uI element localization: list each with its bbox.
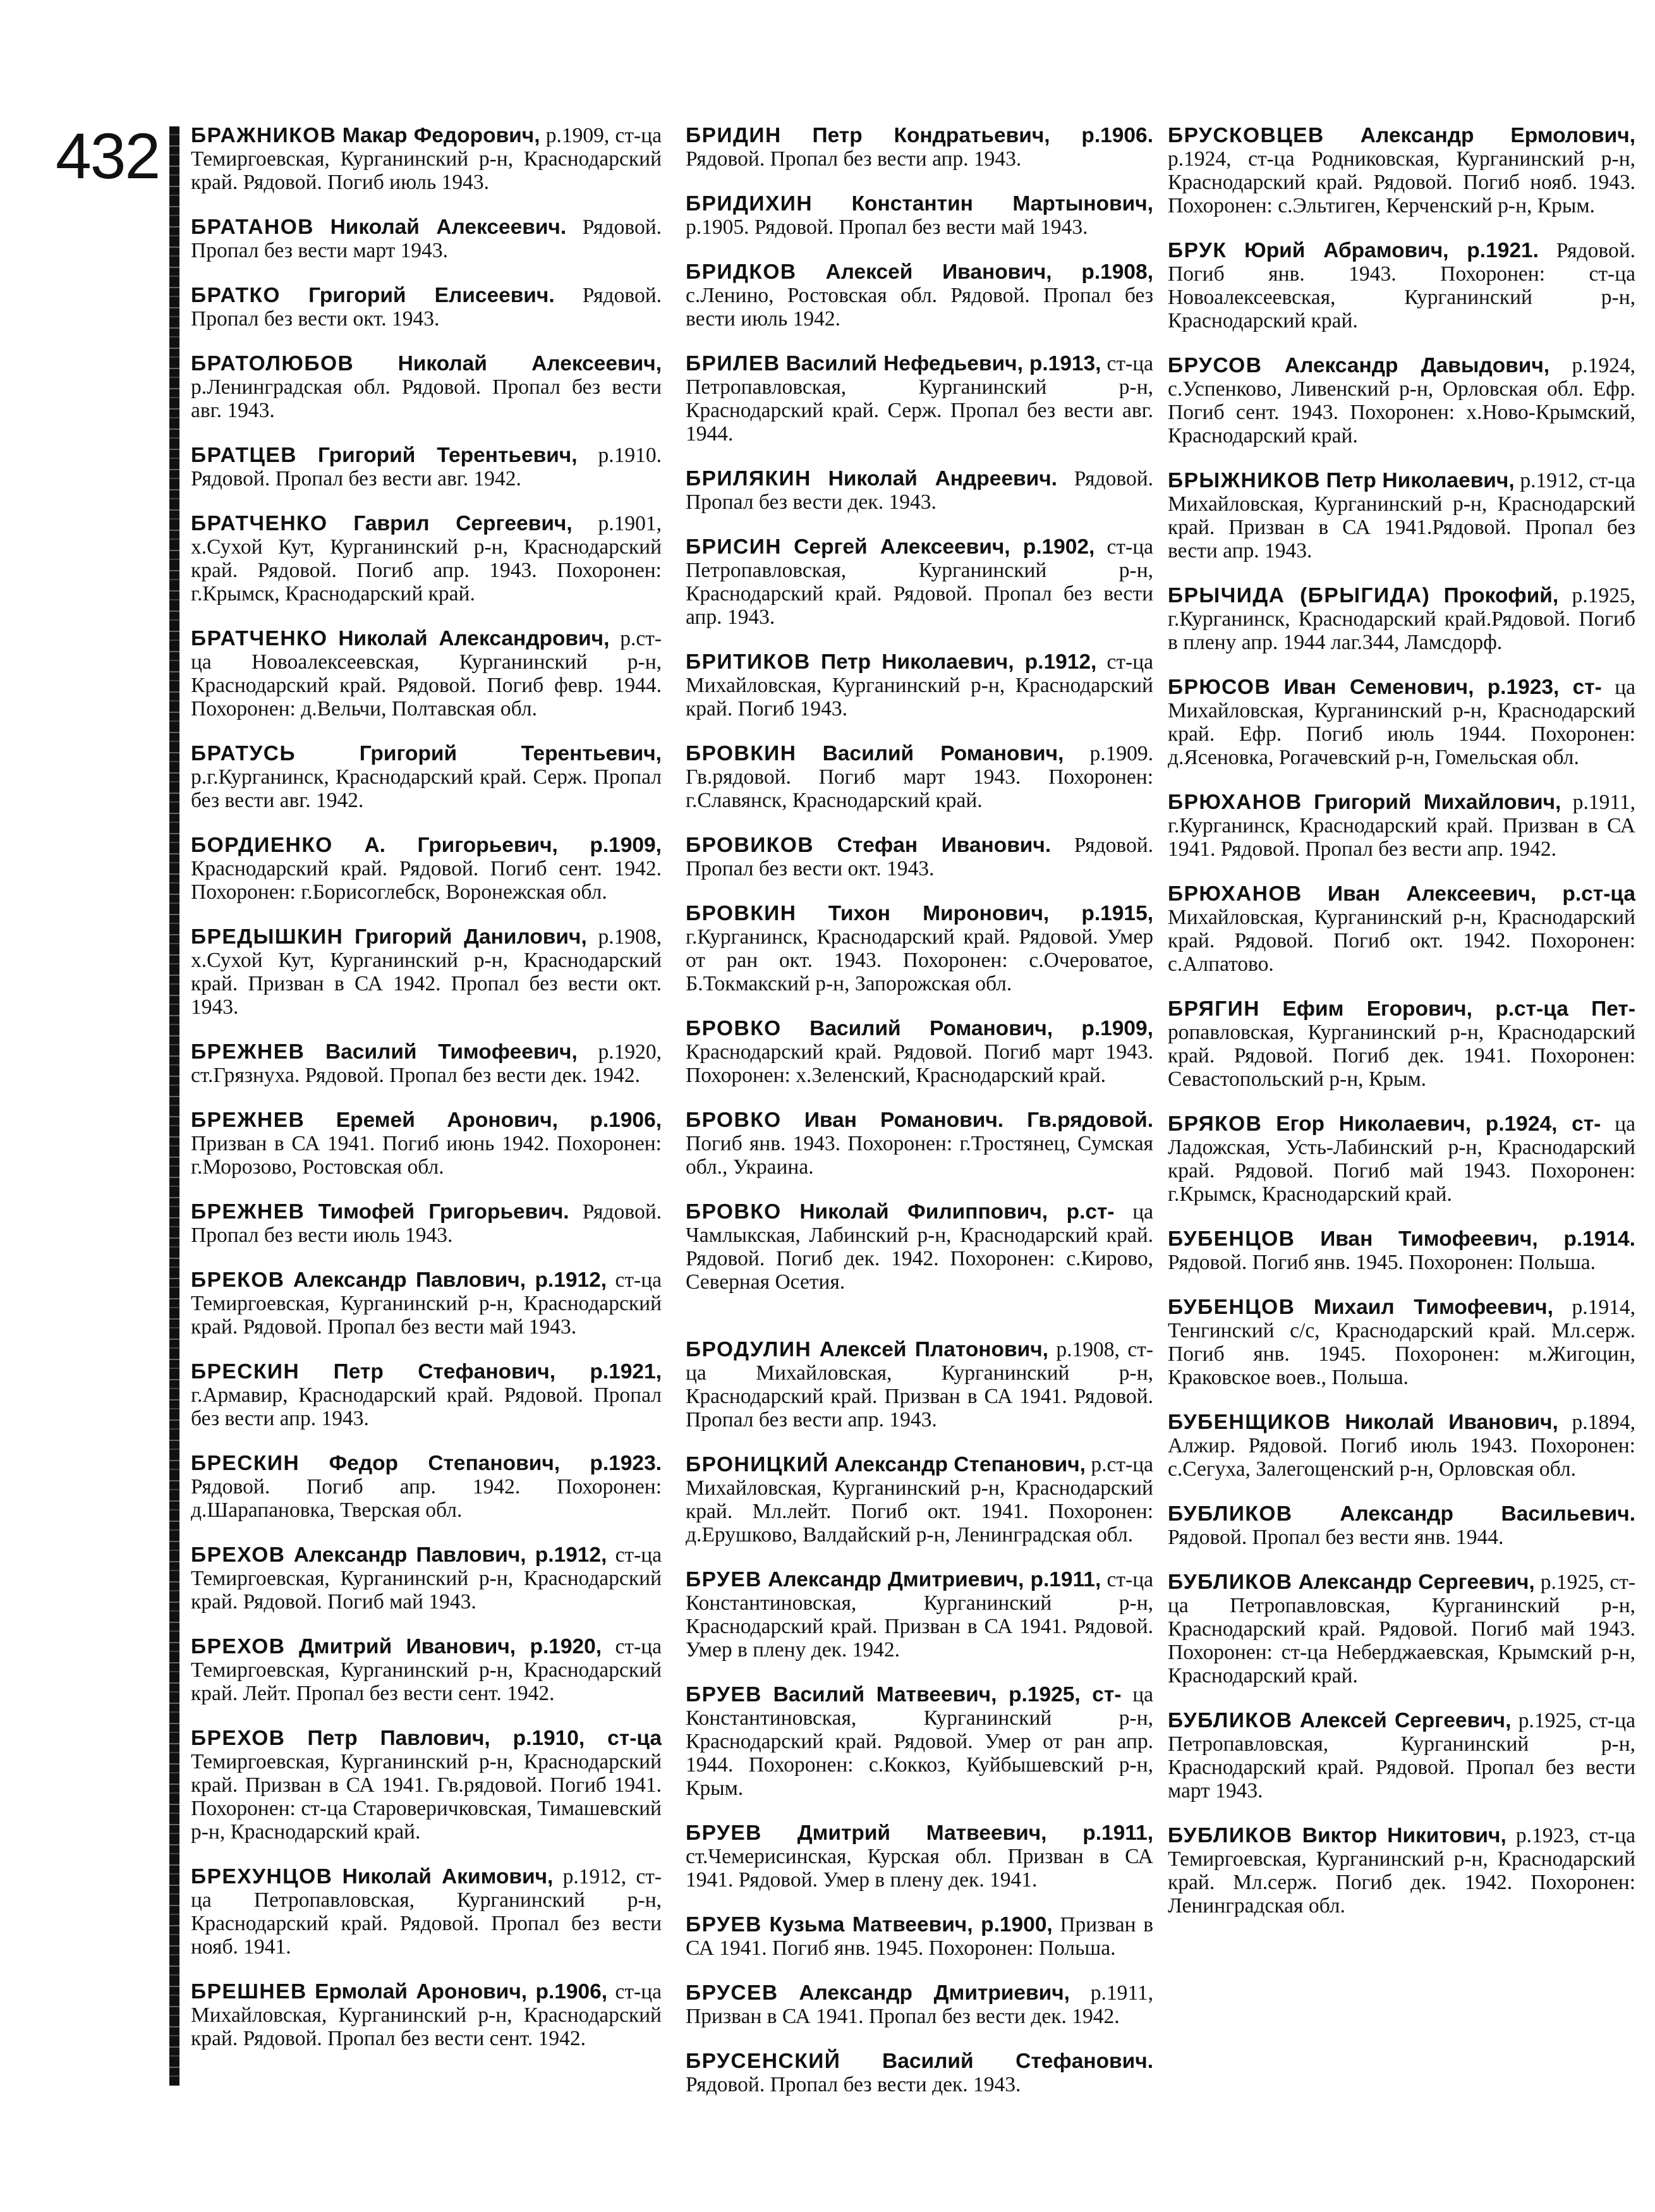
entry-surname: БУБЕНЦОВ: [1168, 1296, 1295, 1319]
memorial-entry: [191, 925, 662, 1019]
memorial-entry: [1168, 1571, 1635, 1687]
entry-surname: БРЕСКИН: [191, 1452, 300, 1475]
entry-surname: БРЮСОВ: [1168, 676, 1271, 699]
entry-details: г.Армавир, Краснодарский край. Рядовой. Пропал без вести апр. 1943.: [191, 1383, 662, 1430]
memorial-entry: [686, 352, 1153, 446]
entry-given-name: Кузьма Матвеевич, р.1900,: [769, 1913, 1053, 1936]
entry-details: ца Чамлыкская, Лабинский р-н, Краснодарский край. Рядовой. Погиб дек. 1942. Похоронен: с.Кирово, Северная Осетия.: [686, 1200, 1153, 1294]
memorial-entry: [686, 192, 1153, 239]
entry-surname: БУБЛИКОВ: [1168, 1502, 1293, 1526]
entry-surname: БРИТИКОВ: [686, 650, 811, 674]
entry-details: Темиргоевская, Курганинский р-н, Краснодарский край. Призван в СА 1941. Гв.рядовой. Погиб 1941. Похоронен: ст-ца Староверичковская, Тимашевский р-н, Краснодарский край.: [191, 1750, 662, 1844]
entry-details: р.1909. Гв.рядовой. Погиб март 1943. Похоронен: г.Славянск, Краснодарский край.: [686, 742, 1154, 812]
entry-surname: БРЕХОВ: [191, 1635, 286, 1658]
memorial-entry: [191, 1635, 662, 1705]
entry-details: ст-ца Константиновская, Курганинский р-н, Краснодарский край. Призван в СА 1941. Рядовой. Умер в плену дек. 1942.: [686, 1568, 1154, 1662]
entry-given-name: Николай Акимович,: [342, 1865, 554, 1888]
entry-details: ца Константиновская, Курганинский р-н, Краснодарский край. Рядовой. Умер от ран апр. 1944. Похоронен: с.Коккоз, Куйбышевский р-н, Крым.: [686, 1683, 1153, 1800]
entry-surname: БОРДИЕНКО: [191, 834, 333, 857]
entry-given-name: Александр Сергеевич,: [1298, 1571, 1535, 1594]
entry-details: Рядовой. Пропал без вести июль 1943.: [191, 1200, 662, 1247]
memorial-entry: [686, 742, 1153, 812]
entry-surname: БРЕХУНЦОВ: [191, 1865, 333, 1888]
entry-details: р.1924, ст-ца Родниковская, Курганинский р-н, Краснодарский край. Рядовой. Погиб нояб. 1943. Похоронен: с.Эльтиген, Керченский р-н, Крым.: [1168, 147, 1635, 217]
entry-surname: БРОВКО: [686, 1017, 782, 1040]
entry-details: р.1911, Призван в СА 1941. Пропал без вести дек. 1942.: [686, 1981, 1153, 2028]
entry-surname: БРИСИН: [686, 535, 782, 559]
memorial-entry: [1168, 1112, 1635, 1206]
entry-details: р.1925, ст-ца Петропавловская, Курганинский р-н, Краснодарский край. Рядовой. Погиб май 1943. Похоронен: ст-ца Неберджаевская, Крымский р-н, Краснодарский край.: [1168, 1571, 1636, 1687]
entry-given-name: Егор Николаевич, р.1924, ст-: [1276, 1112, 1601, 1136]
entry-surname: БРЕСКИН: [191, 1360, 300, 1383]
entry-surname: БРАТЦЕВ: [191, 444, 297, 467]
entry-given-name: Григорий Данилович,: [355, 925, 587, 949]
entry-given-name: Иван Семенович, р.1923, ст-: [1283, 676, 1602, 699]
entry-given-name: Ефим Егорович, р.ст-ца Пет-: [1282, 997, 1635, 1021]
entry-given-name: Григорий Терентьевич,: [359, 742, 662, 765]
entry-given-name: Виктор Никитович,: [1302, 1824, 1506, 1847]
entry-details: Михайловская, Курганинский р-н, Краснодарский край. Рядовой. Погиб окт. 1942. Похоронен: с.Алпатово.: [1168, 906, 1635, 976]
entry-surname: БРУСЕВ: [686, 1981, 779, 2005]
entry-given-name: Макар Федорович,: [342, 124, 540, 147]
memorial-entry: [191, 1109, 662, 1179]
entry-details: р.1924, с.Успенково, Ливенский р-н, Орловская обл. Ефр. Погиб сент. 1943. Похоронен: х.Ново-Крымский, Краснодарский край.: [1168, 354, 1635, 447]
memorial-entry: [686, 1200, 1153, 1294]
entry-details: Рядовой. Пропал без вести янв. 1944.: [1168, 1526, 1504, 1549]
entry-given-name: Стефан Иванович.: [837, 834, 1052, 857]
entry-surname: БРОВКИН: [686, 902, 797, 925]
entry-given-name: Гаврил Сергеевич,: [353, 512, 573, 535]
entry-details: ст-ца Михайловская, Курганинский р-н, Краснодарский край. Погиб 1943.: [686, 650, 1153, 720]
memorial-entry: [1168, 1824, 1635, 1917]
entry-surname: БРАТАНОВ: [191, 216, 314, 239]
memorial-entry: [1168, 882, 1635, 976]
memorial-entry: [1168, 791, 1635, 861]
entry-given-name: Василий Матвеевич, р.1925, ст-: [773, 1683, 1122, 1706]
entry-surname: БРУСКОВЦЕВ: [1168, 124, 1325, 147]
entry-surname: БУБЛИКОВ: [1168, 1571, 1293, 1594]
entry-given-name: Александр Дмитриевич, р.1911,: [768, 1568, 1101, 1591]
entry-details: Рядовой. Погиб янв. 1945. Похоронен: Польша.: [1168, 1251, 1596, 1274]
margin-rule: [169, 126, 179, 2086]
entry-surname: БРОВКО: [686, 1109, 782, 1132]
entry-details: р.1908, х.Сухой Кут, Курганинский р-н, Краснодарский край. Призван в СА 1942. Пропал без вести окт. 1943.: [191, 925, 662, 1019]
memorial-entry: [191, 1452, 662, 1522]
entry-given-name: Иван Тимофеевич, р.1914.: [1320, 1227, 1635, 1251]
entry-surname: БРИЛЯКИН: [686, 467, 811, 490]
entry-given-name: Григорий Терентьевич,: [317, 444, 578, 467]
entry-details: р.Ленинградская обл. Рядовой. Пропал без вести авг. 1943.: [191, 375, 662, 422]
entry-given-name: Василий Романович,: [822, 742, 1064, 765]
memorial-entry: [191, 512, 662, 605]
memorial-entry: [1168, 354, 1635, 447]
memorial-entry: [191, 1543, 662, 1613]
entry-details: Рядовой. Пропал без вести окт. 1943.: [191, 284, 662, 331]
entry-given-name: Александр Ермолович,: [1360, 124, 1636, 147]
entry-given-name: Александр Степанович,: [834, 1453, 1086, 1476]
entry-details: р.1914, Тенгинский с/с, Краснодарский край. Мл.серж. Погиб янв. 1945. Похоронен: м.Жигоцин, Краковское воев., Польша.: [1168, 1296, 1636, 1389]
entry-given-name: Николай Филиппович, р.ст-: [799, 1200, 1115, 1224]
memorial-entry: [686, 260, 1153, 331]
entry-given-name: Сергей Алексеевич, р.1902,: [794, 535, 1095, 559]
memorial-entry: [1168, 1296, 1635, 1389]
entry-surname: БРОВИКОВ: [686, 834, 815, 857]
entry-given-name: Петр Николаевич, р.1912,: [820, 650, 1097, 674]
entry-given-name: Дмитрий Матвеевич, р.1911,: [797, 1821, 1153, 1845]
entry-details: р.1901, х.Сухой Кут, Курганинский р-н, Краснодарский край. Рядовой. Погиб апр. 1943. Похоронен: г.Крымск, Краснодарский край.: [191, 512, 662, 605]
entry-details: ца Ладожская, Усть-Лабинский р-н, Краснодарский край. Рядовой. Погиб май 1943. Похоронен: г.Крымск, Краснодарский край.: [1168, 1112, 1635, 1206]
entry-details: р.г.Курганинск, Краснодарский край. Серж. Пропал без вести авг. 1942.: [191, 765, 662, 812]
entry-details: р.1925, г.Курганинск, Краснодарский край.Рядовой. Погиб в плену апр. 1944 лаг.344, Ламсдорф.: [1168, 584, 1636, 654]
entry-given-name: Николай Андреевич.: [828, 467, 1057, 490]
memorial-entry: [191, 742, 662, 812]
memorial-entry: [686, 1338, 1153, 1431]
entry-given-name: Николай Алексеевич,: [397, 352, 662, 375]
entry-surname: БРЕХОВ: [191, 1543, 286, 1567]
entry-given-name: Петр Николаевич,: [1326, 469, 1515, 492]
entry-surname: БРЮХАНОВ: [1168, 791, 1302, 814]
entry-given-name: Юрий Абрамович, р.1921.: [1244, 239, 1539, 262]
entry-surname: БУБЕНЦОВ: [1168, 1227, 1295, 1251]
entry-details: Рядовой. Погиб янв. 1943. Похоронен: ст-ца Новоалексеевская, Курганинский р-н, Краснодарский край.: [1168, 239, 1635, 332]
entry-surname: БРОНИЦКИЙ: [686, 1453, 829, 1476]
entry-given-name: Еремей Аронович, р.1906,: [336, 1109, 662, 1132]
entry-given-name: Петр Стефанович, р.1921,: [333, 1360, 662, 1383]
memorial-entry: [1168, 1709, 1635, 1802]
entry-surname: БУБЛИКОВ: [1168, 1824, 1293, 1847]
memorial-entry: [686, 1981, 1153, 2028]
entry-details: г.Курганинск, Краснодарский край. Рядовой. Умер от ран окт. 1943. Похоронен: с.Очероватое, Б.Токмакский р-н, Запорожская обл.: [686, 925, 1153, 995]
entry-surname: БРУЕВ: [686, 1683, 762, 1706]
entry-surname: БРЕЖНЕВ: [191, 1200, 305, 1224]
memorial-entry: [686, 650, 1153, 720]
entry-details: р.1912, ст-ца Петропавловская, Курганинский р-н, Краснодарский край. Рядовой. Пропал без вести нояб. 1941.: [191, 1865, 662, 1959]
memorial-entry: [191, 1268, 662, 1339]
entry-given-name: Тимофей Григорьевич.: [318, 1200, 569, 1224]
entry-given-name: Александр Васильевич.: [1340, 1502, 1635, 1526]
entry-details: ст-ца Михайловская, Курганинский р-н, Краснодарский край. Рядовой. Пропал без вести сент. 1942.: [191, 1980, 662, 2050]
entry-given-name: Константин Мартынович,: [851, 192, 1153, 216]
entry-surname: БРЕКОВ: [191, 1268, 285, 1292]
memorial-entry: [1168, 584, 1635, 654]
entry-details: р.1925, ст-ца Петропавловская, Курганинский р-н, Краснодарский край. Рядовой. Пропал без вести март 1943.: [1168, 1709, 1635, 1802]
entry-given-name: Иван Романович. Гв.рядовой.: [804, 1109, 1153, 1132]
entry-details: Рядовой. Пропал без вести дек. 1943.: [686, 467, 1153, 514]
entry-given-name: Петр Кондратьевич, р.1906.: [812, 124, 1153, 147]
entry-surname: БРИДИН: [686, 124, 782, 147]
entry-details: р.1908, ст-ца Михайловская, Курганинский р-н, Краснодарский край. Призван в СА 1941. Рядовой. Пропал без вести апр. 1943.: [686, 1338, 1154, 1431]
entry-surname: БРЕЖНЕВ: [191, 1109, 305, 1132]
memorial-entry: [686, 1453, 1153, 1547]
entry-details: ст-ца Темиргоевская, Курганинский р-н, Краснодарский край. Рядовой. Погиб май 1943.: [191, 1543, 662, 1613]
memorial-entry: [1168, 676, 1635, 769]
column-3: [1168, 124, 1635, 1939]
memorial-entry: [191, 216, 662, 262]
entry-surname: БРЮХАНОВ: [1168, 882, 1302, 906]
page-number: 432: [56, 120, 160, 192]
entry-details: с.Ленино, Ростовская обл. Рядовой. Пропал без вести июль 1942.: [686, 284, 1153, 331]
entry-details: Рядовой. Пропал без вести апр. 1943.: [686, 147, 1022, 171]
entry-details: ст-ца Темиргоевская, Курганинский р-н, Краснодарский край. Лейт. Пропал без вести сент. 1942.: [191, 1635, 662, 1705]
memorial-entry: [191, 1040, 662, 1087]
entry-given-name: Александр Павлович, р.1912,: [293, 1543, 607, 1567]
entry-surname: БРУЕВ: [686, 1913, 762, 1936]
entry-details: р.1910. Рядовой. Пропал без вести авг. 1942.: [191, 444, 662, 490]
entry-details: р.1912, ст-ца Михайловская, Курганинский р-н, Краснодарский край. Призван в СА 1941.Рядовой. Пропал без вести апр. 1943.: [1168, 469, 1635, 562]
memorial-entry: [191, 1200, 662, 1247]
entry-surname: БРАТОЛЮБОВ: [191, 352, 355, 375]
entry-details: ст-ца Петропавловская, Курганинский р-н, Краснодарский край. Рядовой. Пропал без вести апр. 1943.: [686, 535, 1153, 629]
entry-details: р.ст-ца Михайловская, Курганинский р-н, Краснодарский край. Мл.лейт. Погиб окт. 1941. Похоронен: д.Ерушково, Валдайский р-н, Ленинградская обл.: [686, 1453, 1153, 1547]
entry-given-name: Алексей Платонович,: [819, 1338, 1048, 1361]
entry-details: Краснодарский край. Рядовой. Погиб сент. 1942. Похоронен: г.Борисоглебск, Воронежская обл.: [191, 857, 662, 904]
entry-surname: БУБЛИКОВ: [1168, 1709, 1293, 1732]
memorial-entry: [686, 1683, 1153, 1800]
memorial-entry: [191, 352, 662, 422]
memorial-entry: [686, 1109, 1153, 1179]
entry-surname: БРИЛЕВ: [686, 352, 780, 375]
entry-surname: БРЯГИН: [1168, 997, 1260, 1021]
memorial-entry: [191, 1980, 662, 2050]
memorial-entry: [191, 1727, 662, 1844]
entry-given-name: Николай Алексеевич.: [330, 216, 567, 239]
entry-given-name: Василий Стефанович.: [882, 2050, 1153, 2073]
entry-details: ца Михайловская, Курганинский р-н, Краснодарский край. Ефр. Погиб июль 1944. Похоронен: д.Ясеновка, Рогачевский р-н, Гомельская обл.: [1168, 676, 1636, 769]
entry-given-name: Василий Тимофеевич,: [325, 1040, 578, 1064]
entry-details: Рядовой. Погиб апр. 1942. Похоронен: д.Шарапановка, Тверская обл.: [191, 1475, 662, 1522]
entry-surname: БРЫЖНИКОВ: [1168, 469, 1321, 492]
entry-given-name: Василий Нефедьевич, р.1913,: [785, 352, 1101, 375]
entry-given-name: Александр Дмитриевич,: [799, 1981, 1070, 2005]
entry-details: ропавловская, Курганинский р-н, Краснодарский край. Рядовой. Погиб дек. 1941. Похоронен: Севастопольский р-н, Крым.: [1168, 1021, 1635, 1091]
memorial-entry: [191, 627, 662, 720]
entry-surname: БРЯКОВ: [1168, 1112, 1263, 1136]
entry-given-name: Александр Павлович, р.1912,: [293, 1268, 607, 1292]
memorial-entry: [686, 1821, 1153, 1892]
memorial-entry: [1168, 239, 1635, 332]
entry-details: Рядовой. Пропал без вести окт. 1943.: [686, 834, 1154, 880]
entry-details: р.1911, г.Курганинск, Краснодарский край. Призван в СА 1941. Рядовой. Пропал без вести апр. 1942.: [1168, 791, 1636, 861]
entry-surname: БРУК: [1168, 239, 1227, 262]
memorial-entry: [191, 834, 662, 904]
entry-given-name: Федор Степанович, р.1923.: [329, 1452, 662, 1475]
entry-surname: БРАТУСЬ: [191, 742, 296, 765]
memorial-entry: [191, 284, 662, 331]
entry-details: Призван в СА 1941. Погиб янв. 1945. Похоронен: Польша.: [686, 1913, 1154, 1960]
entry-surname: БРЕДЫШКИН: [191, 925, 344, 949]
entry-given-name: Дмитрий Иванович, р.1920,: [298, 1635, 602, 1658]
entry-surname: БРОВКИН: [686, 742, 797, 765]
entry-details: ст-ца Темиргоевская, Курганинский р-н, Краснодарский край. Рядовой. Пропал без вести май 1943.: [191, 1268, 662, 1339]
entry-given-name: Григорий Михайлович,: [1314, 791, 1561, 814]
entry-surname: БРАТЧЕНКО: [191, 512, 328, 535]
entry-given-name: А. Григорьевич, р.1909,: [364, 834, 662, 857]
entry-details: р.1909, ст-ца Темиргоевская, Курганинский р-н, Краснодарский край. Рядовой. Погиб июль 1943.: [191, 124, 662, 194]
entry-surname: БРАТКО: [191, 284, 281, 307]
memorial-entry: [1168, 1411, 1635, 1481]
entry-details: р.1905. Рядовой. Пропал без вести май 1943.: [686, 216, 1088, 239]
entry-given-name: Николай Александрович,: [338, 627, 610, 650]
memorial-entry: [686, 467, 1153, 514]
memorial-entry: [686, 834, 1153, 880]
entry-details: Призван в СА 1941. Погиб июнь 1942. Похоронен: г.Морозово, Ростовская обл.: [191, 1132, 662, 1179]
entry-surname: БРЕШНЕВ: [191, 1980, 307, 2003]
memorial-entry: [1168, 124, 1635, 217]
entry-details: Рядовой. Пропал без вести дек. 1943.: [686, 2073, 1021, 2096]
memorial-entry: [191, 124, 662, 194]
memorial-entry: [686, 1913, 1153, 1960]
memorial-entry: [191, 444, 662, 490]
entry-surname: БРЫЧИДА (БРЫГИДА): [1168, 584, 1431, 607]
memorial-entry: [191, 1360, 662, 1430]
entry-given-name: Алексей Сергеевич,: [1299, 1709, 1512, 1732]
memorial-entry: [686, 2050, 1153, 2096]
entry-given-name: Иван Алексеевич, р.ст-ца: [1328, 882, 1635, 906]
entry-given-name: Григорий Елисеевич.: [308, 284, 555, 307]
entry-surname: БРУСЕНСКИЙ: [686, 2050, 841, 2073]
entry-surname: БРУСОВ: [1168, 354, 1263, 377]
entry-details: ст.Чемерисинская, Курская обл. Призван в СА 1941. Рядовой. Умер в плену дек. 1941.: [686, 1845, 1153, 1892]
entry-surname: БРУЕВ: [686, 1821, 762, 1845]
memorial-entry: [1168, 1227, 1635, 1274]
entry-surname: БРУЕВ: [686, 1568, 762, 1591]
memorial-entry: [686, 1568, 1153, 1662]
column-1: [191, 124, 662, 2072]
entry-surname: БРИДКОВ: [686, 260, 797, 284]
memorial-entry: [686, 535, 1153, 629]
memorial-entry: [1168, 997, 1635, 1091]
entry-given-name: Петр Павлович, р.1910, ст-ца: [307, 1727, 662, 1750]
entry-given-name: Михаил Тимофеевич,: [1314, 1296, 1553, 1319]
entry-details: Погиб янв. 1943. Похоронен: г.Тростянец, Сумская обл., Украина.: [686, 1132, 1153, 1179]
memorial-entry: [686, 124, 1153, 171]
entry-surname: БРОДУЛИН: [686, 1338, 812, 1361]
memorial-entry: [191, 1865, 662, 1959]
entry-details: ст-ца Петропавловская, Курганинский р-н, Краснодарский край. Серж. Пропал без вести авг. 1944.: [686, 352, 1154, 446]
entry-details: р.ст-ца Новоалексеевская, Курганинский р-н, Краснодарский край. Рядовой. Погиб февр. 1944. Похоронен: д.Вельчи, Полтавская обл.: [191, 627, 662, 720]
entry-surname: БРЕХОВ: [191, 1727, 286, 1750]
entry-surname: БРОВКО: [686, 1200, 782, 1224]
entry-given-name: Василий Романович, р.1909,: [809, 1017, 1153, 1040]
entry-given-name: Ермолай Аронович, р.1906,: [315, 1980, 608, 2003]
memorial-entry: [686, 1017, 1153, 1087]
entry-given-name: Тихон Миронович, р.1915,: [828, 902, 1154, 925]
column-2: [686, 124, 1153, 2118]
entry-details: р.1920, ст.Грязнуха. Рядовой. Пропал без вести дек. 1942.: [191, 1040, 662, 1087]
entry-given-name: Прокофий,: [1443, 584, 1559, 607]
entry-details: Краснодарский край. Рядовой. Погиб март 1943. Похоронен: х.Зеленский, Краснодарский край.: [686, 1040, 1153, 1087]
entry-surname: БРЕЖНЕВ: [191, 1040, 305, 1064]
memorial-entry: [1168, 469, 1635, 562]
entry-surname: БУБЕНЩИКОВ: [1168, 1411, 1331, 1434]
entry-given-name: Алексей Иванович, р.1908,: [825, 260, 1153, 284]
entry-surname: БРАТЧЕНКО: [191, 627, 328, 650]
memorial-entry: [1168, 1502, 1635, 1549]
entry-details: Рядовой. Пропал без вести март 1943.: [191, 216, 662, 262]
memorial-entry: [686, 902, 1153, 995]
entry-details: р.1894, Алжир. Рядовой. Погиб июль 1943. Похоронен: с.Сегуха, Залегощенский р-н, Орловская обл.: [1168, 1411, 1636, 1481]
entry-given-name: Николай Иванович,: [1345, 1411, 1558, 1434]
entry-surname: БРАЖНИКОВ: [191, 124, 337, 147]
entry-given-name: Александр Давыдович,: [1284, 354, 1550, 377]
entry-details: р.1923, ст-ца Темиргоевская, Курганинский р-н, Краснодарский край. Мл.серж. Погиб дек. 1942. Похоронен: Ленинградская обл.: [1168, 1824, 1636, 1917]
entry-surname: БРИДИХИН: [686, 192, 813, 216]
